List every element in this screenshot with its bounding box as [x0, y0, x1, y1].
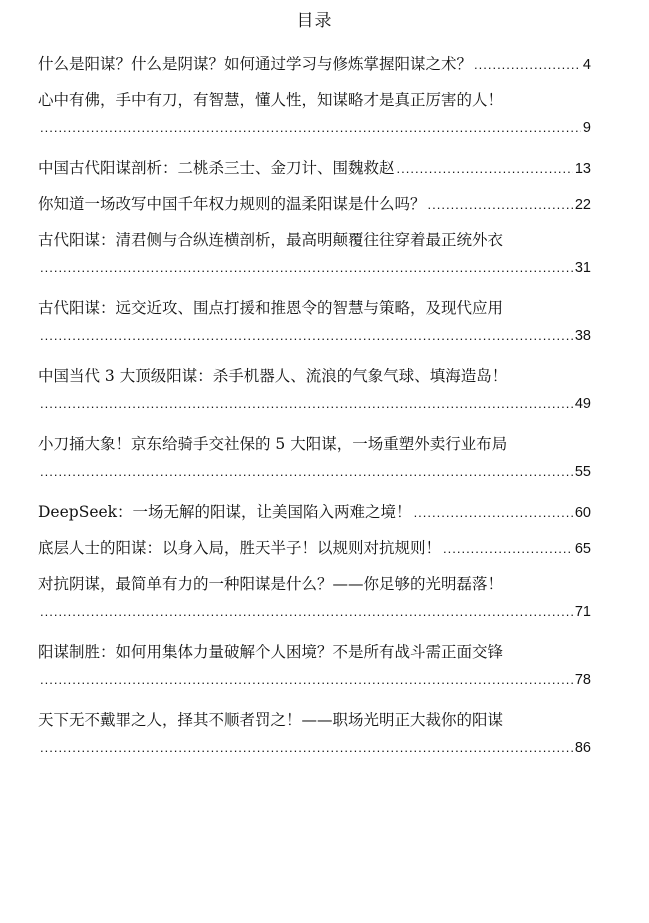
- toc-entry-title: 心中有佛，手中有刀，有智慧，懂人性，知谋略才是真正厉害的人！: [38, 91, 504, 109]
- toc-entry-title: 中国古代阳谋剖析：二桃杀三士、金刀计、围魏救赵: [38, 159, 395, 177]
- toc-entry-page: 60: [574, 505, 591, 521]
- toc-entry-title: 小刀捅大象！京东给骑手交社保的 5 大阳谋，一场重塑外卖行业布局: [38, 435, 508, 453]
- toc-entry[interactable]: [38, 50, 591, 78]
- toc-entry-title: 古代阳谋：远交近攻、围点打援和推恩令的智慧与策略，及现代应用: [38, 299, 504, 317]
- toc-entry-page: 55: [574, 464, 591, 480]
- toc-entry-title: 中国当代 3 大顶级阳谋：杀手机器人、流浪的气象气球、填海造岛！: [38, 367, 508, 385]
- toc-leader-dots: [474, 51, 581, 78]
- toc-entry[interactable]: [38, 498, 591, 526]
- toc-entry[interactable]: [38, 430, 591, 486]
- toc-entry[interactable]: [38, 226, 591, 282]
- toc-entry-page: 4: [582, 57, 591, 73]
- toc-entry[interactable]: [38, 154, 591, 182]
- toc-entry-title: 阳谋制胜：如何用集体力量破解个人困境？不是所有战斗需正面交锋: [38, 643, 504, 661]
- toc-leader-dots: [40, 458, 573, 486]
- toc-entry[interactable]: [38, 706, 591, 762]
- toc-entry[interactable]: [38, 294, 591, 350]
- toc-entry[interactable]: [38, 638, 591, 694]
- toc-entry-page: 13: [574, 161, 591, 177]
- toc-entry-title: 天下无不戴罪之人，择其不顺者罚之！——职场光明正大裁你的阳谋: [38, 711, 504, 729]
- toc-entry-title: 对抗阴谋，最简单有力的一种阳谋是什么？——你足够的光明磊落！: [38, 575, 504, 593]
- toc-leader-dots: [40, 666, 573, 694]
- toc-leader-dots: [40, 254, 573, 282]
- toc-leader-dots: [40, 114, 581, 142]
- toc-leader-dots: [414, 499, 573, 526]
- toc-entry[interactable]: [38, 86, 591, 142]
- toc-leader-dots: [443, 535, 573, 562]
- toc-entry-page: 31: [574, 260, 591, 276]
- toc-entry-page: 22: [574, 197, 591, 213]
- toc-leader-dots: [40, 734, 573, 762]
- toc-title: 目录: [296, 11, 333, 31]
- toc-entry-page: 9: [582, 120, 591, 136]
- toc-leader-dots: [40, 598, 573, 626]
- toc-leader-dots: [428, 191, 573, 218]
- toc-entry-page: 86: [574, 740, 591, 756]
- toc-entry-title: 什么是阳谋？什么是阴谋？如何通过学习与修炼掌握阳谋之术？: [38, 55, 473, 73]
- toc-entry-page: 71: [574, 604, 591, 620]
- toc-entry-page: 65: [574, 541, 591, 557]
- table-of-contents: [38, 8, 591, 762]
- toc-entry[interactable]: [38, 570, 591, 626]
- toc-leader-dots: [40, 390, 573, 418]
- toc-entry-page: 49: [574, 396, 591, 412]
- toc-leader-dots: [40, 322, 573, 350]
- toc-entry[interactable]: [38, 190, 591, 218]
- toc-entry-page: 78: [574, 672, 591, 688]
- toc-leader-dots: [397, 155, 573, 182]
- toc-entry[interactable]: [38, 534, 591, 562]
- toc-entry[interactable]: [38, 362, 591, 418]
- toc-entry-title: 底层人士的阳谋：以身入局，胜天半子！以规则对抗规则！: [38, 539, 442, 557]
- toc-entry-title: 你知道一场改写中国千年权力规则的温柔阳谋是什么吗？: [38, 195, 426, 213]
- toc-entry-page: 38: [574, 328, 591, 344]
- toc-entry-title: 古代阳谋：清君侧与合纵连横剖析，最高明颠覆往往穿着最正统外衣: [38, 231, 504, 249]
- toc-entry-title: DeepSeek：一场无解的阳谋，让美国陷入两难之境！: [38, 503, 412, 521]
